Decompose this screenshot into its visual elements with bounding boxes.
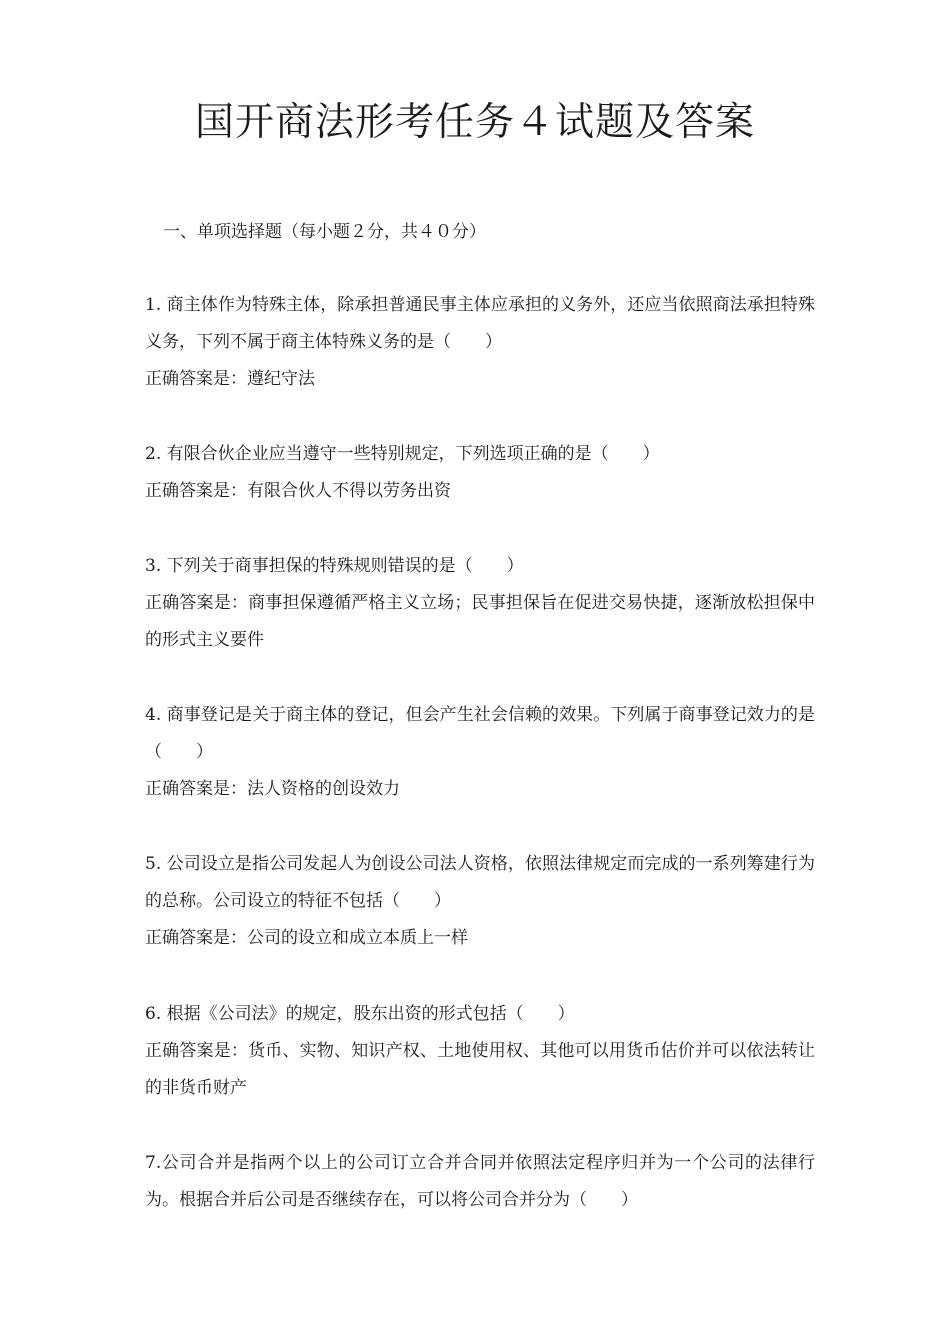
answer-prefix: 正确答案是： xyxy=(145,593,249,613)
question-answer xyxy=(145,585,815,659)
question-text: 3. 下列关于商事担保的特殊规则错误的是（ ） xyxy=(145,556,524,576)
question-text: 6. 根据《公司法》的规定，股东出资的形式包括（ ） xyxy=(145,1004,575,1024)
question-text: 7.公司合并是指两个以上的公司订立合并合同并依照法定程序归并为一个公司的法律行为。根据合并后公司是否继续存在，可以将公司合并分为（ ） xyxy=(145,1153,815,1210)
answer-text: 有限合伙人不得以劳务出资 xyxy=(247,481,451,501)
answer-text: 法人资格的创设效力 xyxy=(247,779,400,799)
answer-prefix: 正确答案是： xyxy=(145,1041,249,1061)
question-item-4 xyxy=(145,697,815,808)
question-item-7 xyxy=(145,1145,815,1219)
question-item-6 xyxy=(145,996,815,1107)
answer-prefix: 正确答案是： xyxy=(145,779,247,799)
answer-text: 货币、实物、知识产权、土地使用权、其他可以用货币估价并可以依法转让的非货币财产 xyxy=(145,1041,816,1098)
question-answer xyxy=(145,473,815,510)
section-heading: 一、单项选择题（每小题２分，共４０分） xyxy=(163,222,486,242)
answer-text: 公司的设立和成立本质上一样 xyxy=(247,928,468,948)
question-item-3 xyxy=(145,548,815,659)
answer-prefix: 正确答案是： xyxy=(145,369,247,389)
question-text: 1. 商主体作为特殊主体，除承担普通民事主体应承担的义务外，还应当依照商法承担特殊义务，下列不属于商主体特殊义务的是（ ） xyxy=(145,295,815,352)
answer-text: 商事担保遵循严格主义立场；民事担保旨在促进交易快捷，逐渐放松担保中的形式主义要件 xyxy=(145,593,816,650)
question-answer xyxy=(145,920,815,957)
question-text: 5. 公司设立是指公司发起人为创设公司法人资格，依照法律规定而完成的一系列筹建行为的总称。公司设立的特征不包括（ ） xyxy=(145,854,815,911)
question-item-5 xyxy=(145,846,815,957)
question-answer xyxy=(145,771,815,808)
question-answer xyxy=(145,361,815,398)
answer-text: 遵纪守法 xyxy=(247,369,315,389)
question-answer xyxy=(145,1033,815,1107)
question-text: 2. 有限合伙企业应当遵守一些特别规定，下列选项正确的是（ ） xyxy=(145,444,660,464)
question-item-2 xyxy=(145,436,815,510)
answer-prefix: 正确答案是： xyxy=(145,481,247,501)
question-text: 4. 商事登记是关于商主体的登记，但会产生社会信赖的效果。下列属于商事登记效力的是（ ） xyxy=(145,705,815,762)
document-title: 国开商法形考任务４试题及答案 xyxy=(194,100,755,145)
question-item-1 xyxy=(145,287,815,398)
answer-prefix: 正确答案是： xyxy=(145,928,247,948)
